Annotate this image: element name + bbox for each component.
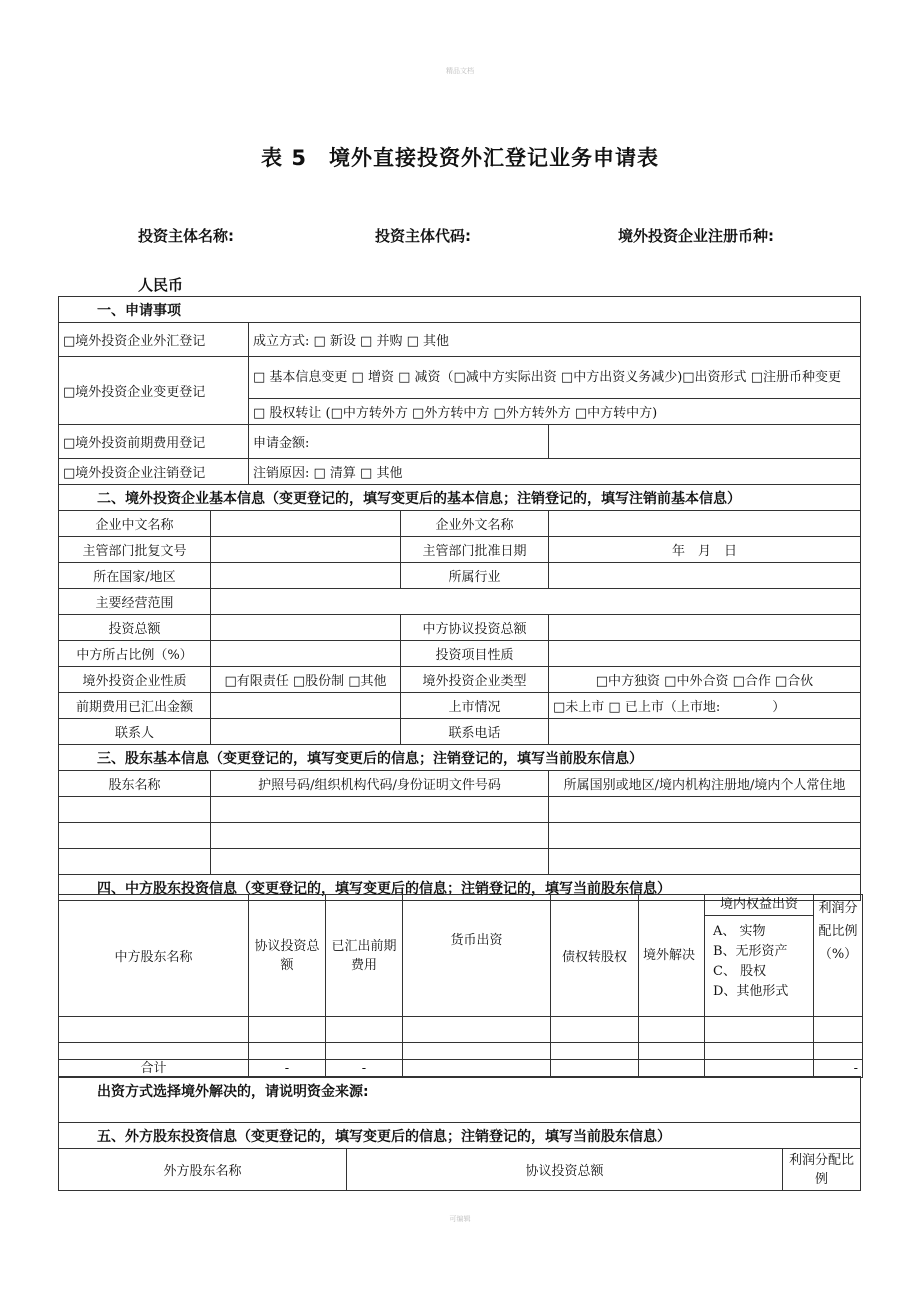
cell[interactable] [403, 1043, 551, 1060]
cell[interactable] [814, 1043, 863, 1060]
prior-expense-registration-checkbox[interactable]: □境外投资前期费用登记 [59, 425, 249, 459]
id-number-cell[interactable] [211, 797, 549, 823]
cell[interactable] [639, 1043, 705, 1060]
domestic-equity-header [705, 895, 814, 1017]
deregistration-reason-options[interactable]: 注销原因: □ 清算 □ 其他 [249, 459, 861, 485]
deregistration-checkbox[interactable]: □境外投资企业注销登记 [59, 459, 249, 485]
prior-expense-header: 已汇出前期费用 [326, 895, 403, 1017]
shareholder-name-header: 股东名称 [59, 771, 211, 797]
en-name-label: 企业外文名称 [401, 511, 549, 537]
approval-date-label: 主管部门批准日期 [401, 537, 549, 563]
cell[interactable] [59, 1043, 249, 1060]
ent-type-label: 境外投资企业类型 [401, 667, 549, 693]
approval-no-input[interactable] [211, 537, 401, 563]
currency-label: 境外投资企业注册币种: [618, 227, 774, 245]
prior-remitted-input[interactable] [211, 693, 401, 719]
domicile-header: 所属国别或地区/境内机构注册地/境内个人常住地 [549, 771, 861, 797]
cell[interactable] [639, 1017, 705, 1043]
total-profit-value: - [814, 1060, 863, 1078]
contact-input[interactable] [211, 719, 401, 745]
foreign-exchange-registration-checkbox[interactable]: □境外投资企业外汇登记 [59, 323, 249, 357]
scope-label: 主要经营范围 [59, 589, 211, 615]
establishment-method-options[interactable]: 成立方式: □ 新设 □ 并购 □ 其他 [249, 323, 861, 357]
agreed-cn-investment-input[interactable] [549, 615, 861, 641]
application-amount-field[interactable]: 申请金额: [249, 425, 549, 459]
shareholder-name-cell[interactable] [59, 849, 211, 875]
section-5-title: 五、外方股东投资信息（变更登记的，填写变更后的信息；注销登记的，填写当前股东信息） [59, 1123, 861, 1149]
equity-option-b: B、无形资产 [713, 944, 788, 959]
foreign-profit-ratio-header: 利润分配比例 [783, 1149, 861, 1191]
page-title: 表 5 境外直接投资外汇登记业务申请表 [261, 146, 659, 170]
total-investment-input[interactable] [211, 615, 401, 641]
equity-option-d: D、其他形式 [713, 984, 789, 999]
shareholder-row [59, 797, 861, 823]
approval-no-label: 主管部门批复文号 [59, 537, 211, 563]
phone-label: 联系电话 [401, 719, 549, 745]
agreed-cn-investment-label: 中方协议投资总额 [401, 615, 549, 641]
debt-to-equity-header: 债权转股权 [551, 895, 639, 1017]
cell[interactable] [705, 1043, 814, 1060]
foreign-shareholder-name-header: 外方股东名称 [59, 1149, 347, 1191]
listing-options[interactable]: □未上市 □ 已上市（上市地: ） [549, 693, 861, 719]
total-investment-label: 投资总额 [59, 615, 211, 641]
cell[interactable] [403, 1017, 551, 1043]
cn-investment-total-row [59, 1060, 863, 1078]
ent-nature-options[interactable]: □有限责任 □股份制 □其他 [211, 667, 401, 693]
fund-source-note[interactable]: 出资方式选择境外解决的，请说明资金来源: [59, 1077, 861, 1123]
cn-ratio-label: 中方所占比例（%） [59, 641, 211, 667]
country-input[interactable] [211, 563, 401, 589]
change-type-options[interactable]: □ 基本信息变更 □ 增资 □ 减资（□减中方实际出资 □中方出资义务减少)□出资形式 □注册币种变更 [249, 357, 861, 399]
prior-remitted-label: 前期费用已汇出金额 [59, 693, 211, 719]
application-amount-blank[interactable] [549, 425, 861, 459]
domicile-cell[interactable] [549, 849, 861, 875]
cell [551, 1060, 639, 1078]
equity-option-c: C、 股权 [713, 964, 767, 979]
cn-name-input[interactable] [211, 511, 401, 537]
cn-ratio-input[interactable] [211, 641, 401, 667]
cell [403, 1060, 551, 1078]
application-form-main [58, 296, 861, 901]
watermark-bottom: 可编辑 [449, 1215, 471, 1223]
cell[interactable] [551, 1017, 639, 1043]
en-name-input[interactable] [549, 511, 861, 537]
cn-shareholder-name-header: 中方股东名称 [59, 895, 249, 1017]
approval-date-input[interactable]: 年 月 日 [549, 537, 861, 563]
cell[interactable] [326, 1043, 403, 1060]
cell[interactable] [249, 1017, 326, 1043]
total-label: 合计 [59, 1060, 249, 1078]
country-label: 所在国家/地区 [59, 563, 211, 589]
cell [705, 1060, 814, 1078]
application-form-bottom [58, 1076, 861, 1191]
shareholder-name-cell[interactable] [59, 797, 211, 823]
cell [639, 1060, 705, 1078]
domicile-cell[interactable] [549, 823, 861, 849]
ent-nature-label: 境外投资企业性质 [59, 667, 211, 693]
total-prior-value: - [326, 1060, 403, 1078]
scope-input[interactable] [211, 589, 861, 615]
contact-label: 联系人 [59, 719, 211, 745]
profit-ratio-header: 利润分配比例（%） [814, 895, 863, 1017]
change-registration-checkbox[interactable]: □境外投资企业变更登记 [59, 357, 249, 425]
shareholder-name-cell[interactable] [59, 823, 211, 849]
listing-label: 上市情况 [401, 693, 549, 719]
section-1-title: 一、申请事项 [59, 297, 861, 323]
cash-contribution-header: 货币出资 [403, 895, 551, 1017]
id-number-cell[interactable] [211, 849, 549, 875]
ent-type-options[interactable]: □中方独资 □中外合资 □合作 □合伙 [549, 667, 861, 693]
cell[interactable] [705, 1017, 814, 1043]
agreed-total-header: 协议投资总额 [249, 895, 326, 1017]
investor-name-label: 投资主体名称: [138, 227, 234, 245]
cell[interactable] [59, 1017, 249, 1043]
shareholder-row [59, 849, 861, 875]
cell[interactable] [249, 1043, 326, 1060]
section-2-title: 二、境外投资企业基本信息（变更登记的，填写变更后的基本信息；注销登记的，填写注销前基本信息） [59, 485, 861, 511]
shareholder-row [59, 823, 861, 849]
industry-input[interactable] [549, 563, 861, 589]
cn-investment-table [58, 894, 863, 1078]
total-agreed-value: - [249, 1060, 326, 1078]
watermark-top: 精品文档 [446, 67, 474, 75]
equity-transfer-options[interactable]: □ 股权转让 (□中方转外方 □外方转中方 □外方转外方 □中方转中方) [249, 399, 861, 425]
section-4-title: 四、中方股东投资信息（变更登记的，填写变更后的信息；注销登记的，填写当前股东信息） [59, 875, 861, 901]
cn-investment-row [59, 1043, 863, 1060]
foreign-agreed-total-header: 协议投资总额 [347, 1149, 783, 1191]
cell[interactable] [814, 1017, 863, 1043]
cn-name-label: 企业中文名称 [59, 511, 211, 537]
section-3-title: 三、股东基本信息（变更登记的，填写变更后的信息；注销登记的，填写当前股东信息） [59, 745, 861, 771]
investor-code-label: 投资主体代码: [375, 227, 471, 245]
cn-investment-row [59, 1017, 863, 1043]
overseas-solution-header: 境外解决 [639, 895, 705, 1017]
currency-value: 人民币 [138, 276, 184, 294]
phone-input[interactable] [549, 719, 861, 745]
id-number-header: 护照号码/组织机构代码/身份证明文件号码 [211, 771, 549, 797]
cell[interactable] [551, 1043, 639, 1060]
industry-label: 所属行业 [401, 563, 549, 589]
domestic-equity-title: 境内权益出资 [705, 895, 813, 916]
project-nature-label: 投资项目性质 [401, 641, 549, 667]
cell[interactable] [326, 1017, 403, 1043]
project-nature-input[interactable] [549, 641, 861, 667]
equity-option-a: A、 实物 [713, 924, 766, 939]
id-number-cell[interactable] [211, 823, 549, 849]
domicile-cell[interactable] [549, 797, 861, 823]
